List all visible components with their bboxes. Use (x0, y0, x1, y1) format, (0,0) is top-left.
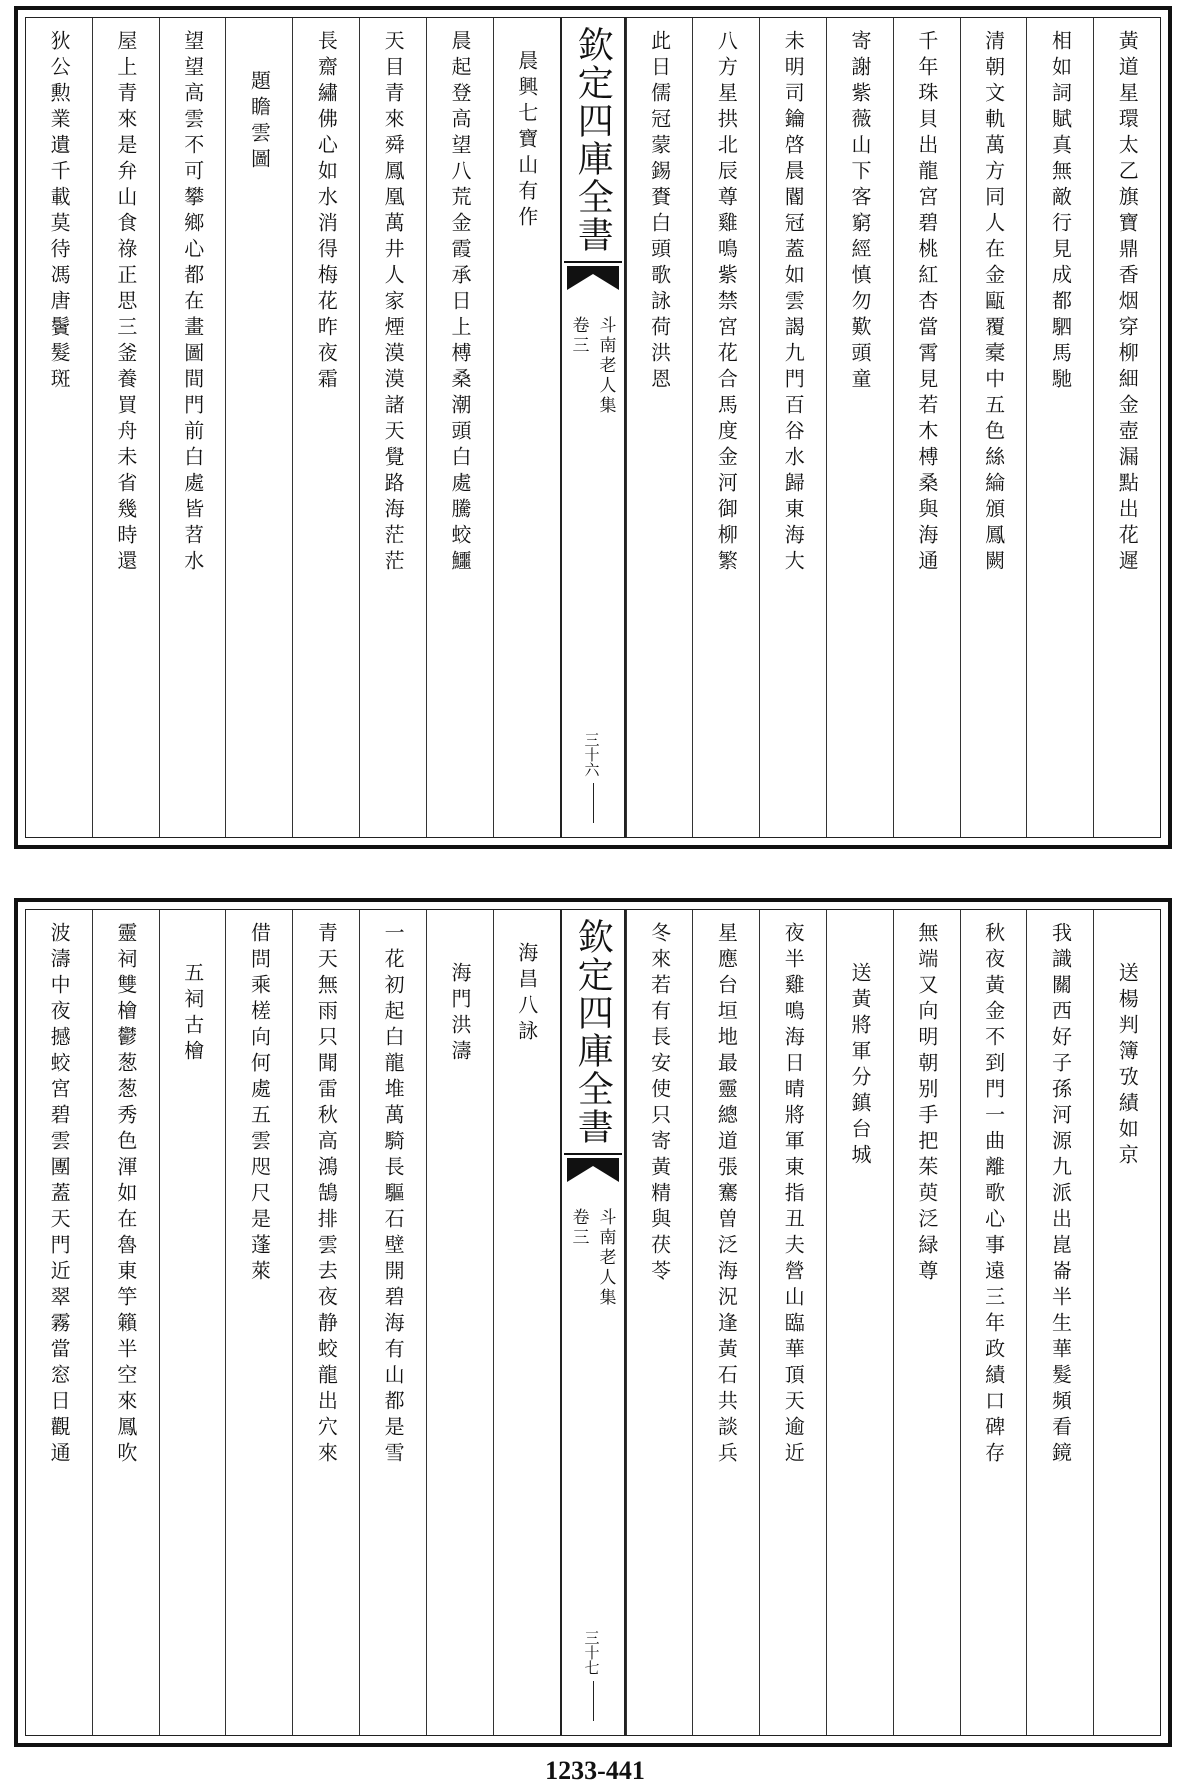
text-column (692, 910, 759, 1735)
fishtail-mark-icon (564, 260, 622, 294)
juan-label: 卷三 (568, 1208, 589, 1248)
column-text: 星應台垣地最靈總道張騫曽泛海況逢黃石共談兵 (714, 922, 739, 1468)
text-column (159, 910, 226, 1735)
bottom-page (14, 898, 1172, 1747)
page-reference-label: 1233-441 (545, 1756, 645, 1785)
column-text: 一花初起白龍堆萬騎長驅石壁開碧海有山都是雪 (381, 922, 406, 1468)
column-text: 寄謝紫薇山下客窮經慎勿歎頭童 (848, 30, 873, 394)
series-title: 欽定四庫全書 (572, 918, 614, 1146)
column-text: 冬來若有長安使只寄黃精與茯苓 (647, 922, 672, 1286)
text-column (292, 18, 359, 837)
column-text: 無端又向明朝别手把茱萸泛緑尊 (914, 922, 939, 1286)
column-text: 此日儒冠蒙錫賚白頭歌詠荷洪恩 (647, 30, 672, 394)
text-column (626, 18, 693, 837)
poem-title: 晨興七寶山有作 (514, 50, 539, 232)
column-text: 借問乘槎向何處五雲咫尺是蓬萊 (247, 922, 272, 1286)
text-column (1026, 910, 1093, 1735)
book-info (567, 1208, 619, 1308)
text-column (1026, 18, 1093, 837)
text-column (960, 18, 1027, 837)
book-info (567, 316, 619, 416)
column-text: 夜半雞鳴海日晴將軍東指丑夫營山臨華頂天逾近 (781, 922, 806, 1468)
column-text: 屋上青來是弁山食祿正思三釜養買舟未省幾時還 (113, 30, 138, 576)
bottom-page-frame (25, 909, 1161, 1736)
column-text: 波濤中夜撼蛟宮碧雲團蓋天門近翠霧當窓日觀通 (47, 922, 72, 1468)
text-column (759, 910, 826, 1735)
text-column (92, 18, 159, 837)
text-column (692, 18, 759, 837)
text-column (26, 910, 92, 1735)
text-column (359, 910, 426, 1735)
text-column (826, 910, 893, 1735)
column-text: 八方星拱北辰尊雞鳴紫禁宮花合馬度金河御柳繁 (714, 30, 739, 576)
text-column (225, 910, 292, 1735)
text-column (26, 18, 92, 837)
poem-title: 題瞻雲圖 (247, 70, 272, 174)
poem-title: 海昌八詠 (514, 942, 539, 1046)
column-text: 相如詞賦真無敵行見成都駟馬馳 (1048, 30, 1073, 394)
text-column (826, 18, 893, 837)
top-page (14, 6, 1172, 849)
series-title: 欽定四庫全書 (572, 26, 614, 254)
text-column (292, 910, 359, 1735)
text-column (426, 18, 493, 837)
text-column (159, 18, 226, 837)
column-text: 秋夜黃金不到門一曲離歌心事遠三年政績口碑存 (981, 922, 1006, 1468)
text-column (1093, 910, 1160, 1735)
text-column (960, 910, 1027, 1735)
text-column (426, 910, 493, 1735)
text-column (893, 910, 960, 1735)
poem-title: 海門洪濤 (447, 962, 472, 1066)
fold-line (593, 1681, 595, 1721)
column-text: 天目青來舜鳳凰萬井人家煙漠漠諸天覺路海茫茫 (381, 30, 406, 576)
book-title: 斗南老人集 (595, 1208, 616, 1308)
book-title: 斗南老人集 (595, 316, 616, 416)
top-page-frame (25, 17, 1161, 838)
fold-line (593, 783, 595, 823)
folio-number: 三十六 (582, 732, 601, 777)
text-column (493, 18, 560, 837)
text-column (759, 18, 826, 837)
poem-title: 送黃將軍分鎮台城 (848, 962, 873, 1170)
column-text: 望望高雲不可攀鄉心都在畫圖間門前白處皆苕水 (180, 30, 205, 576)
column-text: 長齋繡佛心如水消得梅花昨夜霜 (314, 30, 339, 394)
column-text: 晨起登高望八荒金霞承日上榑桑潮頭白處騰蛟鱷 (447, 30, 472, 576)
text-column (225, 18, 292, 837)
column-text: 黃道星環太乙旗寶鼎香烟穿柳細金壺漏點出花遲 (1115, 30, 1140, 576)
text-column (359, 18, 426, 837)
text-column (1093, 18, 1160, 837)
column-text: 靈祠雙檜鬱葱葱秀色渾如在魯東竽籟半空來鳳吹 (113, 922, 138, 1468)
poem-title: 送楊判簿攷績如京 (1115, 962, 1140, 1170)
column-text: 未明司鑰啓晨閽冠蓋如雲謁九門百谷水歸東海大 (781, 30, 806, 576)
column-text: 狄公勲業遺千載莫待馮唐鬢髮斑 (47, 30, 72, 394)
text-column (493, 910, 560, 1735)
text-column (92, 910, 159, 1735)
column-text: 青天無雨只聞雷秋高鴻鵠排雲去夜静蛟龍出穴來 (314, 922, 339, 1468)
juan-label: 卷三 (568, 316, 589, 356)
folio-number: 三十七 (582, 1630, 601, 1675)
center-fold-strip (560, 910, 626, 1735)
fishtail-mark-icon (564, 1152, 622, 1186)
column-text: 千年珠貝出龍宮碧桃紅杏當霄見若木榑桑與海通 (914, 30, 939, 576)
text-column (626, 910, 693, 1735)
poem-title: 五祠古檜 (180, 962, 205, 1066)
text-column (893, 18, 960, 837)
column-text: 清朝文軌萬方同人在金甌覆槖中五色絲綸頒鳳闕 (981, 30, 1006, 576)
column-text: 我識關西好子孫河源九派出崑崙半生華髮頻看鏡 (1048, 922, 1073, 1468)
center-fold-strip (560, 18, 626, 837)
